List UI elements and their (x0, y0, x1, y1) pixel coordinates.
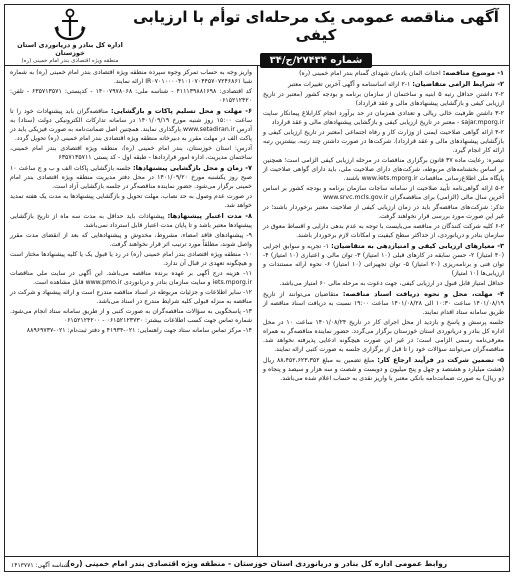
notice-paragraph (263, 80, 504, 90)
notice-paragraph (10, 232, 252, 250)
notice-paragraph (10, 327, 252, 336)
notice-paragraph (10, 145, 252, 163)
section-text: ۱۰- منطقه ویژه اقتصادی بندر امام خمینی (ره) در رد یا قبول یک یا کلیه پیشنهادها مختار است و هیچگونه تعهدی در قبال آن ندارد. (10, 250, 252, 267)
section-text: متقاضیان می‌توانند از تاریخ ۱۴۰۱/۰۸/۱۹ ساعت ۱۰:۳۰ الی ۱۴۰۱/۰۸/۲۸ ساعت ۱۹:۰۰ نسبت به دریافت اسناد مناقصه از طریق سامانه ستاد اقدام نمایند. (263, 290, 504, 316)
notice-paragraph (10, 193, 252, 211)
org-name: اداره کل بنادر و دریانوردی استان خوزستان (17, 41, 123, 57)
section-title: ۱- موضوع مناقصه: (442, 69, 504, 77)
section-text: احداث المان یادمان شهدای گمنام بندر امام خمینی (ره) (299, 70, 441, 77)
notice-paragraph (263, 223, 504, 241)
section-text: تبصره: رعایت ماده ۳۷ قانون برگزاری مناقصات در مرحله ارزیابی کیفی الزامی است؛ همچنین بر اساس بخشنامه‌های مربوطه، شرکت‌های دارای صلاحیت ملی، باید دارای گواهی صلاحیت از پایگاه ملی اطلاع‌رسانی مناقصات www.iets.mporg.ir باشند. (263, 156, 505, 182)
section-text: واریز وجه به حساب تمرکز وجوه سپرده منطقه ویژه اقتصادی بندر امام خمینی (ره) به شماره شبا IR۰۷۰۱۰۰۰۰۴۱۰۱۰۷۰۴۴۵۷۰۷۲۴۶۸۶۱ ارائه نمایند. (10, 69, 252, 85)
section-title: ۳- معیارهای ارزیابی کیفی و امتیازدهی به متقاضیان: (331, 241, 505, 250)
section-text: ۱- تجربه و سوابق اجرایی (۴۰ امتیاز) ۲- حسن سابقه در کارهای قبلی (۱۰ امتیاز) ۳- توان مالی و اعتباری (۱۰ امتیاز) ۴- توان فنی و برنامه‌ریزی (۲۰ امتیاز) ۵- توان تجهیزاتی (۱۰ امتیاز) ۶- نحوه ارائه مستندات و ارزیابی‌ها (۱۰ امتیاز) (263, 242, 504, 277)
section-title: ۴- مهلت، محل و نحوه دریافت اسناد مناقصه: (342, 289, 504, 298)
section-text: در صورت عدم وصول به حد نصاب، مهلت تحویل و بازگشایی پیشنهادها به مدت یک هفته تمدید خواهد شد. (10, 192, 252, 209)
section-text: ۱۴- مرکز تماس سامانه ستاد جهت راهنمایی: ۰۲۱-۴۱۹۳۴ و دفتر ثبت‌نام: ۰۲۱-۸۸۹۶۹۷۳۷ (26, 326, 252, 334)
section-text: پیشنهادات باید حداقل به مدت سه ماه از تاریخ بازگشایی پیشنهادها معتبر باشد و تا پایان مدت اعتبار قابل استرداد نمی‌باشد. (10, 212, 252, 229)
section-text: ۱۱- هزینه درج آگهی بر عهده برنده مناقصه می‌باشد. این آگهی در سایت ملی مناقصات iets.mporg.ir و سایت سازمان بنادر و دریانوردی www.pmo.ir قابل مشاهده است. (10, 269, 252, 286)
notice-paragraph (263, 110, 504, 128)
section-text: ۴-۲ ارائه گواهی صلاحیت ایمنی از وزارت کار و رفاه اجتماعی (معتبر در تاریخ ارزیابی کیفی و بازگشایی پیشنهادهای مالی و عقد قرارداد). شرکت‌ها در صورت داشتن چند رتبه، بیشترین رتبه ارائه کار انجام گیرد. (263, 128, 504, 154)
notice-paragraph (263, 185, 504, 203)
notice-paragraph (263, 319, 504, 355)
notice-paragraph (10, 107, 252, 144)
section-text: ۲-۲ داشتن حداقل رتبه ۵ ابنیه و ساختمان از سازمان برنامه و بودجه کشور (معتبر در تاریخ ارزیابی کیفی و بازگشایی پیشنهادهای مالی و عقد قرارداد) (263, 90, 504, 107)
notice-footer: روابط عمومی اداره کل بنادر و دریانوردی استان خوزستان - منطقه ویژه اقتصادی بندر امام خمینی (ره) (5, 556, 509, 572)
section-text: ۱۳- پاسخگویی به سؤالات مناقصه‌گران به صورت کتبی و از طریق سامانه ستاد انجام می‌شود. شماره تماس جهت کسب اطلاعات بیشتر: ۰۶۱۵۲۱۲۳۷۳۰ - ۰۶۱۵۲۱۲۴۲۰۰ (10, 307, 252, 324)
right-column (257, 66, 509, 556)
notice-paragraph (10, 251, 252, 269)
section-text: ۱-۲ ارائه اساسنامه و آگهی آخرین تغییرات معتبر (287, 80, 411, 88)
section-title: ۶- مهلت و محل تسلیم پاکات و بازگشایی: (110, 106, 252, 115)
section-text: ۳-۲ داشتن ظرفیت خالی ریالی و تعدادی همزمان در حد برآورد انجام کارابلاغ پیمانکار سایت sajar.mporg.ir - معتبر در تاریخ ارزیابی کیفی و بازگشایی پیشنهادهای مالی و عقد قرارداد (263, 109, 504, 126)
notice-header (5, 5, 509, 66)
notice-paragraph (263, 129, 504, 156)
notice-paragraph (263, 356, 504, 384)
notice-paragraph (263, 242, 504, 279)
section-text: تذکر: شرکت‌های مناقصه‌گر باید در زمان ارزیابی کیفی از صلاحیت معتبر برخوردار باشند؛ در غیر این صورت مورد بررسی قرار نخواهند گرفت. (263, 203, 504, 220)
section-title: ۷- زمان و محل بازگشایی پیشنهادها: (132, 163, 252, 172)
title-block (129, 4, 503, 68)
section-text: حداقل امتیاز قابل قبول در ارزیابی کیفی، جهت دعوت به مرحله مالی ۶۰ امتیاز می‌باشد. (279, 279, 504, 287)
notice-paragraph (10, 270, 252, 288)
notice-paragraph (263, 91, 504, 109)
notice-paragraph (10, 164, 252, 192)
footer-text: روابط عمومی اداره کل بنادر و دریانوردی استان خوزستان (233, 559, 448, 568)
notice-paragraph (10, 308, 252, 326)
notice-paragraph (263, 204, 504, 222)
notice-paragraph (10, 212, 252, 231)
org-subname: منطقه ویژه اقتصادی بندر امام خمینی (ره) (21, 57, 119, 64)
section-text: کد اقتصادی: ۴۱۱۱۳۹۸۸۱۶۹۸ - شناسه ملی: ۱۴۰۰۷۹۷۸۰۶۸ - کدپستی: ۶۳۵۷۱۳۵۷۱ - تلفن: ۰۶۱۵۲۱۲۴۲۰ (10, 87, 252, 104)
anchor-icon (49, 6, 91, 42)
notice-paragraph (10, 88, 252, 106)
org-logo (11, 6, 129, 64)
section-text: جلسه بازگشایی پاکات الف و ب و ج ساعت ۱۰ صبح روز یکشنبه مورخ ۱۴۰۱/۰۹/۲۰ در محل دفتر مدیریت منطقه ویژه اقتصادی بندر امام خمینی برگزار می‌شود. حضور نماینده مناقصه‌گر در جلسه بازگشایی آزاد است. (10, 164, 252, 190)
section-text: ۵-۲ ارائه گواهی‌نامه تأیید صلاحیت از سامانه ساجات سازمان برنامه و بودجه کشور بر اساس آخرین سال مالی (الزامی) برای مناقصه‌گران www.srvc.mcls.gov.ir (263, 184, 504, 201)
left-column (5, 66, 257, 556)
section-title: ۸- مدت اعتبار پیشنهادها: (167, 211, 252, 220)
section-text: مبلغ تضمین به مبلغ ۸۸،۴۵۲،۶۲۳،۳۵۲ ریال (هشت میلیارد و هشتصد و چهل و پنج میلیون و دویست و شصت و سه هزار و سیصد و پنجاه و دو ریال) به صورت ضمانت‌نامه بانکی معتبر یا واریز نقدی به حساب اعلام شده می‌باشد. (263, 356, 504, 382)
section-title: ۲- شرایط الزامی متقاضیان: (412, 79, 504, 88)
section-title: ۵- تضمین شرکت در فرآیند ارجاع کار: (377, 355, 504, 364)
notice-title: آگهی مناقصه عمومی یک مرحله‌ای توأم با ارزیابی کیفی (133, 8, 499, 44)
notice-paragraph (263, 280, 504, 289)
footer-subtext: منطقه ویژه اقتصادی بندر امام خمینی (ره) (66, 559, 226, 568)
section-text: ۶-۲ کلیه شرکت کنندگان در مناقصه می‌بایست با توجه به عدم بدهی دارایی و اقساط معوق در سازمان بنادر و دریانوردی، از حداکثر سطح کیفیت و امکانات لازم برخوردار باشند. (263, 222, 504, 239)
notice-paragraph (263, 290, 504, 318)
section-text: ۹- پیشنهادهای فاقد امضاء، مشروط، مخدوش و پیشنهادهایی که بعد از انقضای مدت مقرر واصل شوند، مطلقاً مورد ترتیب اثر قرار نخواهند گرفت. (10, 231, 252, 248)
notice-id: شناسه آگهی: ۱۴۱۳۷۷۱ (11, 562, 69, 569)
notice-paragraph (263, 69, 504, 79)
section-text: جلسه پرسش و پاسخ و بازدید از محل اجرای کار در تاریخ ۱۴۰۱/۰۸/۲۴ ساعت ۱۰ در محل اداره کل بنادر و دریانوردی استان خوزستان برگزار می‌گردد. حضور نماینده مناقصه‌گر به همراه معرفی‌نامه رسمی الزامی است؛ در غیر این صورت هیچگونه ادعایی پذیرفته نخواهد شد. مناقصه‌گران می‌توانند سؤالات خود را تا قبل از برگزاری جلسه به صورت کتبی ارائه نمایند. (263, 318, 505, 353)
section-text: ۱۲- سایر اطلاعات و جزئیات مربوطه در اسناد مناقصه مندرج است و ارائه پیشنهاد و شرکت در مناقصه به منزله قبولی کلیه شرایط مندرج در اسناد می‌باشد. (10, 288, 252, 305)
notice-paragraph (10, 289, 252, 307)
tender-notice (4, 4, 510, 572)
notice-body (5, 66, 509, 556)
section-text: آدرس: استان خوزستان، بندر امام خمینی (ره)، منطقه ویژه اقتصادی بندر امام خمینی، ساختمان مدیریت، اداره امور قراردادها - طبقه اول - کد پستی ۶۳۵۷۱۳۵۷۱۱ (10, 144, 252, 161)
notice-paragraph (263, 157, 504, 184)
tender-number-badge: شماره ۲۷۴۳۴/ج/۳۴ (260, 53, 373, 68)
notice-paragraph (10, 69, 252, 87)
section-text: مناقصه‌گران باید پیشنهادات خود را تا ساعت ۱۵:۰۰ روز شنبه مورخ ۱۴۰۱/۰۹/۱۹ در سامانه تدارکات الکترونیکی دولت (ستاد) به آدرس www.setadiran.ir بارگذاری نمایند. همچنین اصل ضمانت‌نامه به صورت فیزیکی باید در پاکت الف در مهلت مقرر به دبیرخانه منطقه ویژه اقتصادی بندر امام خمینی (ره) تحویل گردد. (10, 107, 253, 142)
